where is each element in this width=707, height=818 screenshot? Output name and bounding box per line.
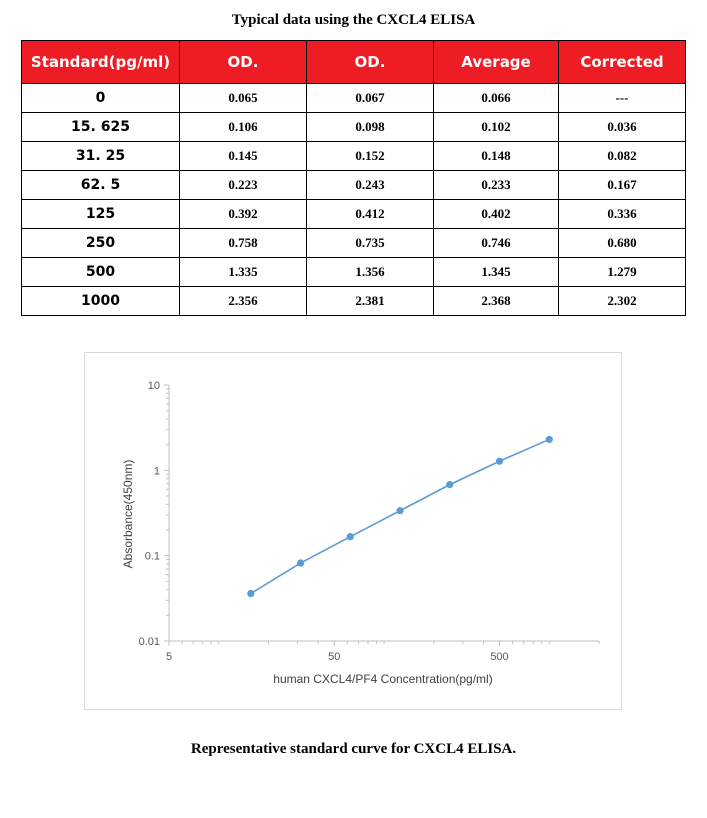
cell-standard: 125 — [22, 200, 180, 229]
table-row — [22, 200, 686, 229]
header-od-1: OD. — [180, 41, 307, 84]
cell-standard: 0 — [22, 84, 180, 113]
cell-standard: 1000 — [22, 287, 180, 316]
standard-curve-chart — [84, 352, 622, 710]
data-point — [396, 507, 403, 514]
data-point — [546, 436, 553, 443]
chart-marks — [247, 436, 553, 597]
cell-standard: 500 — [22, 258, 180, 287]
standard-curve-svg — [85, 353, 623, 711]
cell-od-2: 0.735 — [307, 229, 434, 258]
chart-axes — [139, 380, 599, 663]
header-corrected: Corrected — [559, 41, 686, 84]
cell-corrected: --- — [559, 84, 686, 113]
table-row — [22, 287, 686, 316]
cell-od-1: 0.145 — [180, 142, 307, 171]
x-tick-label: 5 — [165, 651, 173, 663]
cell-average: 0.402 — [434, 200, 559, 229]
cell-od-2: 0.243 — [307, 171, 434, 200]
table-header-row — [22, 41, 686, 84]
cell-standard: 62. 5 — [22, 171, 180, 200]
table-title: Typical data using the CXCL4 ELISA — [231, 12, 476, 28]
standard-data-table — [21, 40, 686, 316]
y-axis-label: Absorbance(450nm) — [121, 459, 135, 569]
cell-od-1: 2.356 — [180, 287, 307, 316]
cell-od-2: 0.152 — [307, 142, 434, 171]
header-standard: Standard(pg/ml) — [22, 41, 180, 84]
series-line — [251, 439, 549, 593]
header-average: Average — [434, 41, 559, 84]
cell-od-1: 0.065 — [180, 84, 307, 113]
table-row — [22, 142, 686, 171]
cell-corrected: 0.082 — [559, 142, 686, 171]
data-point — [247, 590, 254, 597]
cell-average: 2.368 — [434, 287, 559, 316]
table-row — [22, 84, 686, 113]
cell-corrected: 0.036 — [559, 113, 686, 142]
cell-average: 1.345 — [434, 258, 559, 287]
table-row — [22, 258, 686, 287]
cell-od-1: 0.758 — [180, 229, 307, 258]
cell-od-2: 0.098 — [307, 113, 434, 142]
cell-od-1: 1.335 — [180, 258, 307, 287]
data-point — [297, 559, 304, 566]
cell-corrected: 0.680 — [559, 229, 686, 258]
cell-od-2: 2.381 — [307, 287, 434, 316]
data-point — [446, 481, 453, 488]
x-tick-label: 500 — [490, 651, 509, 663]
cell-od-2: 1.356 — [307, 258, 434, 287]
cell-average: 0.066 — [434, 84, 559, 113]
cell-od-1: 0.106 — [180, 113, 307, 142]
figure-caption: Representative standard curve for CXCL4 ELISA. — [190, 741, 517, 757]
y-tick-label: 1 — [153, 465, 160, 478]
table-row — [22, 229, 686, 258]
table-row — [22, 113, 686, 142]
cell-od-1: 0.392 — [180, 200, 307, 229]
cell-corrected: 0.336 — [559, 200, 686, 229]
cell-corrected: 0.167 — [559, 171, 686, 200]
y-tick-label: 10 — [147, 380, 160, 392]
cell-standard: 31. 25 — [22, 142, 180, 171]
cell-od-1: 0.223 — [180, 171, 307, 200]
cell-corrected: 2.302 — [559, 287, 686, 316]
header-od-2: OD. — [307, 41, 434, 84]
data-point — [496, 458, 503, 465]
cell-average: 0.746 — [434, 229, 559, 258]
cell-average: 0.148 — [434, 142, 559, 171]
cell-od-2: 0.067 — [307, 84, 434, 113]
x-tick-label: 50 — [328, 651, 341, 663]
cell-standard: 250 — [22, 229, 180, 258]
cell-average: 0.102 — [434, 113, 559, 142]
cell-standard: 15. 625 — [22, 113, 180, 142]
cell-corrected: 1.279 — [559, 258, 686, 287]
data-point — [347, 533, 354, 540]
table-row — [22, 171, 686, 200]
cell-average: 0.233 — [434, 171, 559, 200]
y-tick-label: 0.1 — [144, 550, 160, 563]
cell-od-2: 0.412 — [307, 200, 434, 229]
y-tick-label: 0.01 — [138, 636, 160, 648]
x-axis-label: human CXCL4/PF4 Concentration(pg/ml) — [273, 672, 493, 686]
